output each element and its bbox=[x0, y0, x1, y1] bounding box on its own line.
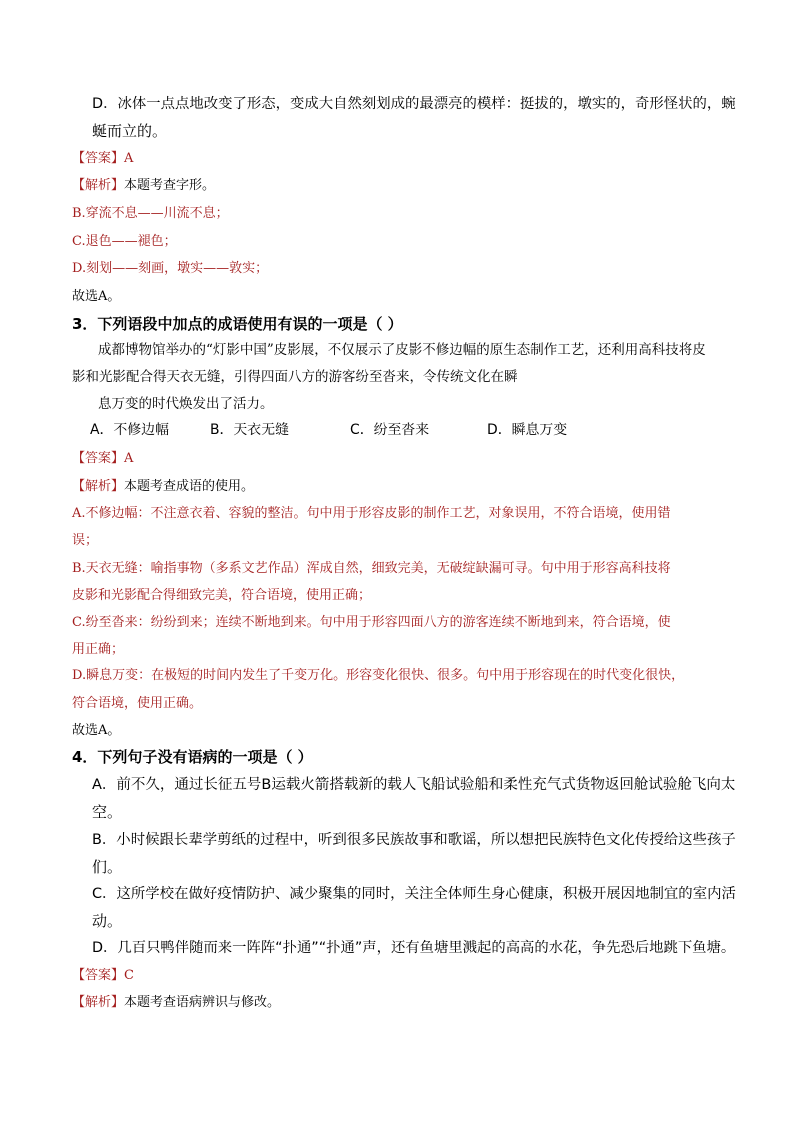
q3-choice-b: B．天衣无缝 bbox=[210, 422, 289, 438]
q4-option-b-line-1: B．小时候跟长辈学剪纸的过程中，听到很多民族故事和歌谣，所以想把民族特色文化传授给这些孩子 bbox=[92, 832, 736, 848]
answer-tag: 【答案】 bbox=[72, 151, 125, 166]
q3-passage-line-2: 影和光影配合得天衣无缝，引得四面八方的游客纷至沓来，令传统文化在瞬 bbox=[72, 369, 518, 385]
analysis-intro: 本题考查语病辨识与修改。 bbox=[124, 995, 281, 1010]
q4-answer bbox=[72, 969, 134, 982]
analysis-intro: 本题考查字形。 bbox=[124, 178, 216, 193]
prev-conclusion: 故选A。 bbox=[72, 289, 121, 304]
q3-conclusion: 故选A。 bbox=[72, 723, 121, 738]
q4-option-b-line-2: 们。 bbox=[92, 858, 123, 876]
analysis-tag: 【解析】 bbox=[72, 479, 125, 494]
prev-analysis-line: D.刻划——刻画，墩实——敦实； bbox=[72, 261, 269, 276]
q3-choice-c: C．纷至沓来 bbox=[350, 422, 430, 438]
prev-answer bbox=[72, 152, 133, 165]
q4-option-a-line-1: A．前不久，通过长征五号B运载火箭搭载新的载人飞船试验船和柔性充气式货物返回舱试验舱飞向太 bbox=[92, 777, 736, 793]
analysis-tag: 【解析】 bbox=[72, 995, 125, 1010]
q3-analysis-line: D.瞬息万变：在极短的时间内发生了千变万化。形容变化很快、很多。句中用于形容现在的时代变化很快， bbox=[72, 668, 685, 683]
q4-option-c-line-1: C．这所学校在做好疫情防护、减少聚集的同时，关注全体师生身心健康，积极开展因地制宜的室内活 bbox=[92, 886, 736, 902]
answer-tag: 【答案】 bbox=[72, 451, 125, 466]
q3-stem: 3．下列语段中加点的成语使用有误的一项是（ ） bbox=[72, 315, 403, 333]
q3-passage-line-3: 息万变的时代焕发出了活力。 bbox=[98, 396, 274, 412]
q4-option-c-line-2: 动。 bbox=[92, 912, 123, 930]
prev-analysis-line: B.穿流不息——川流不息； bbox=[72, 206, 229, 221]
q3-answer bbox=[72, 452, 133, 465]
analysis-intro: 本题考查成语的使用。 bbox=[124, 479, 255, 494]
q4-stem: 4．下列句子没有语病的一项是（ ） bbox=[72, 748, 313, 766]
q3-choice-d: D．瞬息万变 bbox=[487, 422, 568, 438]
q3-analysis-line: B.天衣无缝：喻指事物（多系文艺作品）浑成自然，细致完美，无破绽缺漏可寻。句中用于形容高科技将 bbox=[72, 561, 671, 576]
q3-analysis-line: 用正确； bbox=[72, 642, 125, 657]
answer-value: A bbox=[124, 451, 134, 466]
q4-analysis bbox=[72, 996, 280, 1009]
q3-choice-a: A．不修边幅 bbox=[90, 422, 169, 438]
q4-option-d-line-1: D．几百只鸭伴随而来一阵阵“扑通”“扑通”声，还有鱼塘里溅起的高高的水花，争先恐后地跳下鱼塘。 bbox=[92, 940, 736, 956]
q3-analysis-line: 符合语境，使用正确。 bbox=[72, 696, 203, 711]
prev-option-d-line-1: D．冰体一点点地改变了形态，变成大自然刻划成的最漂亮的模样：挺拔的，墩实的，奇形怪状的，蜿 bbox=[92, 96, 736, 112]
q3-analysis-line: A.不修边幅：不注意衣着、容貌的整洁。句中用于形容皮影的制作工艺，对象误用，不符合语境，使用错 bbox=[72, 506, 671, 521]
answer-tag: 【答案】 bbox=[72, 968, 125, 983]
q3-analysis-line: 误； bbox=[72, 533, 99, 548]
q4-option-a-line-2: 空。 bbox=[92, 803, 123, 821]
prev-analysis-line: C.退色——褪色； bbox=[72, 234, 177, 249]
q3-passage-line-1: 成都博物馆举办的“灯影中国”皮影展，不仅展示了皮影不修边幅的原生态制作工艺，还利用高科技将皮 bbox=[98, 342, 706, 358]
analysis-tag: 【解析】 bbox=[72, 178, 125, 193]
q3-analysis-line: C.纷至沓来：纷纷到来；连续不断地到来。句中用于形容四面八方的游客连续不断地到来，符合语境，使 bbox=[72, 615, 671, 630]
q3-choices bbox=[0, 424, 794, 444]
q3-analysis bbox=[72, 480, 254, 493]
prev-analysis bbox=[72, 179, 215, 192]
answer-value: C bbox=[124, 968, 134, 983]
prev-option-d-line-2: 蜒而立的。 bbox=[92, 122, 168, 140]
q3-analysis-line: 皮影和光影配合得细致完美，符合语境，使用正确； bbox=[72, 588, 372, 603]
answer-value: A bbox=[124, 151, 134, 166]
